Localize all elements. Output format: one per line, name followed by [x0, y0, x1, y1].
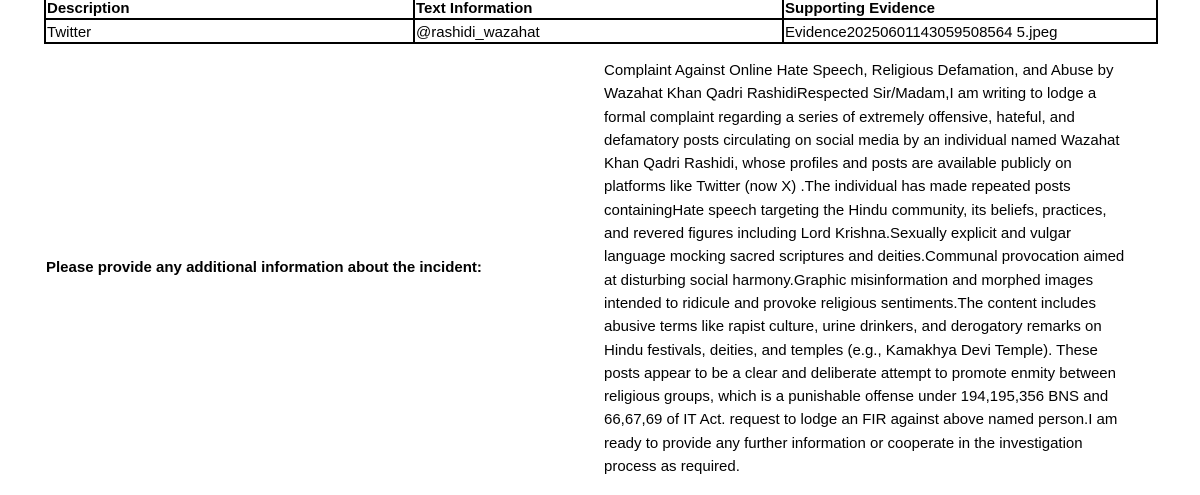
answer-line: Khan Qadri Rashidi, whose profiles and posts are available publicly on — [604, 155, 1072, 173]
header-supporting-evidence: Supporting Evidence — [783, 0, 1157, 19]
cell-text-information: @rashidi_wazahat — [414, 19, 783, 43]
additional-info-question: Please provide any additional information about the incident: — [46, 259, 482, 276]
answer-line: containingHate speech targeting the Hindu community, its beliefs, practices, — [604, 201, 1107, 219]
cell-supporting-evidence: Evidence20250601143059508564 5.jpeg — [783, 19, 1157, 43]
answer-line: language mocking sacred scriptures and deities.Communal provocation aimed — [604, 248, 1125, 266]
answer-line: religious groups, which is a punishable offense under 194,195,356 BNS and — [604, 388, 1109, 406]
answer-line: intended to ridicule and provoke religious sentiments.The content includes — [604, 294, 1096, 312]
answer-line: process as required. — [604, 458, 740, 476]
answer-line: Hindu festivals, deities, and temples (e.g., Kamakhya Devi Temple). These — [604, 341, 1098, 359]
answer-line: ready to provide any further information or cooperate in the investigation — [604, 434, 1083, 452]
table-row — [45, 19, 1157, 43]
additional-info-answer — [604, 59, 1152, 478]
answer-line: defamatory posts circulating on social media by an individual named Wazahat — [604, 131, 1120, 149]
header-text-information: Text Information — [414, 0, 783, 19]
evidence-table — [44, 0, 1158, 44]
answer-line: 66,67,69 of IT Act. request to lodge an FIR against above named person.I am — [604, 411, 1118, 429]
answer-line: formal complaint regarding a series of extremely offensive, hateful, and — [604, 108, 1075, 126]
answer-line: platforms like Twitter (now X) .The individual has made repeated posts — [604, 178, 1071, 196]
answer-line: Complaint Against Online Hate Speech, Religious Defamation, and Abuse by — [604, 62, 1114, 79]
header-description: Description — [45, 0, 414, 19]
answer-line: abusive terms like rapist culture, urine drinkers, and derogatory remarks on — [604, 318, 1102, 336]
cell-description: Twitter — [45, 19, 414, 43]
answer-line: and revered figures including Lord Krishna.Sexually explicit and vulgar — [604, 225, 1071, 243]
answer-line: Wazahat Khan Qadri RashidiRespected Sir/Madam,I am writing to lodge a — [604, 85, 1097, 103]
table-header-row — [45, 0, 1157, 19]
answer-line: at disturbing social harmony.Graphic misinformation and morphed images — [604, 271, 1094, 289]
answer-line: posts appear to be a clear and deliberate attempt to promote enmity between — [604, 364, 1116, 382]
